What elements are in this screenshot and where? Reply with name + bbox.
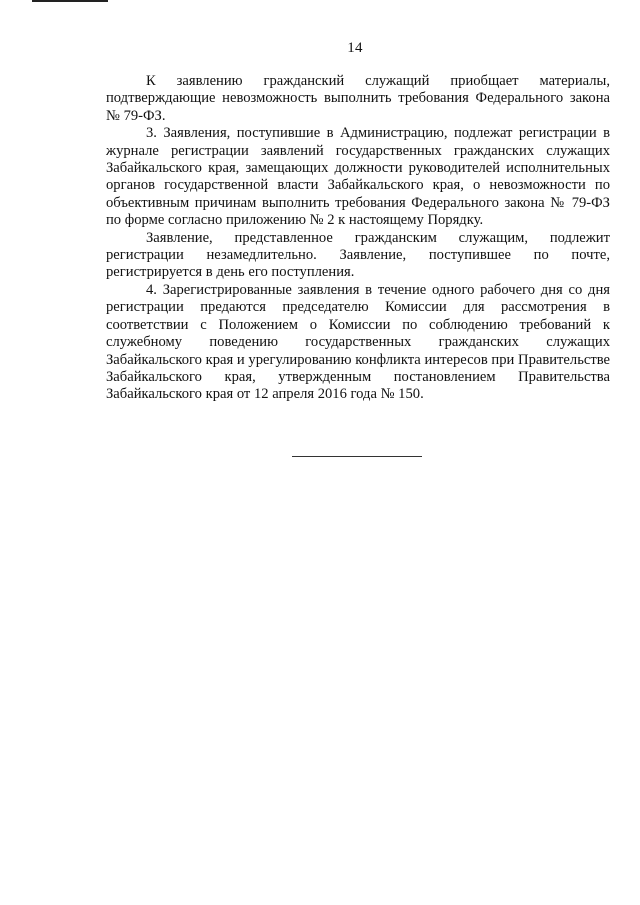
document-body [106,73,610,404]
end-divider [292,456,422,457]
paragraph-transfer-to-commission: 4. Зарегистрированные заявления в течение одного рабочего дня со дня регистрации предаются председателю Комиссии для рассмотрения в соответствии с Положением о Комиссии по соблюдению требований к служебному поведению государственных гражданских служащих Забайкальского края и урегулированию конфликта интересов при Правительстве Забайкальского края, утвержденным постановлением Правительства Забайкальского края от 12 апреля 2016 года № 150. [106,281,610,403]
paragraph-immediate-registration: Заявление, представленное гражданским служащим, подлежит регистрации незамедлительно. Заявление, поступившее по почте, регистрируется в день его поступления. [106,229,610,281]
paragraph-materials: К заявлению гражданский служащий приобщает материалы, подтверждающие невозможность выполнить требования Федерального закона № 79-ФЗ. [106,73,610,124]
page-number: 14 [347,40,363,56]
scan-corner-mark [32,0,108,2]
paragraph-registration: 3. Заявления, поступившие в Администрацию, подлежат регистрации в журнале регистрации заявлений государственных гражданских служащих Забайкальского края, замещающих должности руководителей исполнительных органов государственной власти Забайкальского края, о невозможности по объективным причинам выполнить требования Федерального закона № 79-ФЗ по форме согласно приложению № 2 к настоящему Порядку. [106,125,610,229]
